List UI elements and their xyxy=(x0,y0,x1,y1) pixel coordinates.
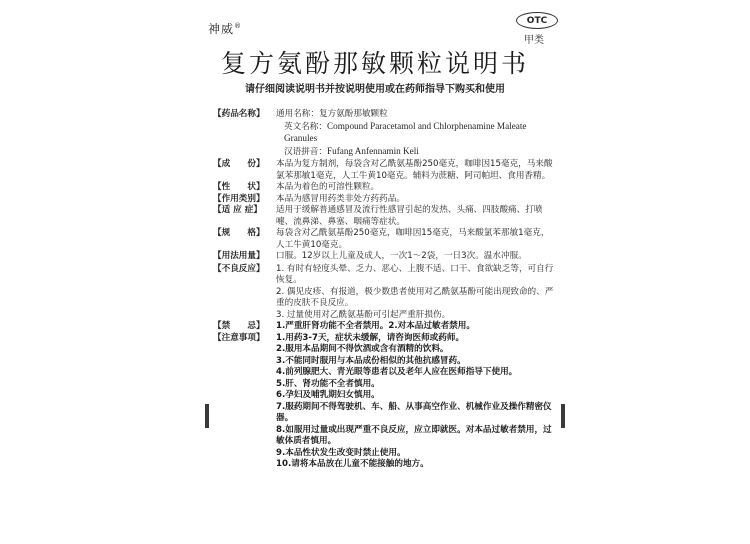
list-item: 9.本品性状发生改变时禁止使用。 xyxy=(276,447,406,458)
registration-mark-right xyxy=(561,404,565,424)
list-item: 6.孕妇及哺乳期妇女慎用。 xyxy=(276,390,380,400)
section-adverse-reactions xyxy=(213,264,558,322)
otc-class-label: 甲类 xyxy=(524,35,544,46)
section-indications xyxy=(213,205,558,228)
section-label: 【用法用量】 xyxy=(213,251,265,261)
english-name: Compound Paracetamol and Chlorphenamine Maleate Granules xyxy=(284,120,527,143)
list-item: 3. 过量使用对乙酰氨基酚可引起严重肝损伤。 xyxy=(276,309,451,320)
section-label: 【注意事项】 xyxy=(213,332,265,343)
section-body xyxy=(276,264,558,322)
section-body xyxy=(276,109,558,158)
section-label: 【规 格】 xyxy=(213,228,265,238)
pinyin-label: 汉语拼音： xyxy=(284,146,327,157)
section-category xyxy=(213,194,558,206)
pinyin-line xyxy=(276,146,558,159)
section-contraindications xyxy=(213,321,558,333)
list-item: 3.不能同时服用与本品成份相似的其他抗感冒药。 xyxy=(276,355,466,366)
section-drug-name xyxy=(213,109,558,158)
section-label: 【不良反应】 xyxy=(213,263,265,274)
registration-mark-left xyxy=(205,404,209,424)
list-item: 10.请将本品放在儿童不能接触的地方。 xyxy=(276,459,429,469)
section-text: 口服。12岁以上儿童及成人，一次1～2袋，一日3次。温水冲服。 xyxy=(276,251,527,261)
list-item: 7.服药期间不得驾驶机、车、船、从事高空作业、机械作业及操作精密仪器。 xyxy=(276,401,552,423)
registered-mark: ® xyxy=(234,22,243,30)
list-item: 2. 偶见皮疹、有报道，极少数患者使用对乙酰氨基酚可能出现致命的、严重的皮肤不良反应。 xyxy=(276,286,554,308)
section-body xyxy=(276,333,558,471)
section-label: 【适 应 症】 xyxy=(213,205,262,215)
section-ingredients xyxy=(213,159,558,182)
brand-logo xyxy=(208,20,242,37)
section-label: 【性 状】 xyxy=(213,182,265,192)
section-text: 本品为复方制剂，每袋含对乙酰氨基酚250毫克，咖啡因15毫克，马来酸氯苯那敏1毫克，人工牛黄10毫克。辅料为蔗糖、阿司帕坦、食用香精。 xyxy=(276,159,553,181)
list-item: 4.前列腺肥大、青光眼等患者以及老年人应在医师指导下使用。 xyxy=(276,367,518,377)
section-text: 1.严重肝肾功能不全者禁用。2.对本品过敏者禁用。 xyxy=(276,321,475,331)
section-label: 【作用类别】 xyxy=(213,193,265,204)
section-text: 适用于缓解普通感冒及流行性感冒引起的发热、头痛、四肢酸痛、打喷嚏、流鼻涕、鼻塞、咽痛等症状。 xyxy=(276,205,543,227)
page-subtitle: 请仔细阅读说明书并按说明使用或在药师指导下购买和使用 xyxy=(245,84,505,95)
english-name-label: 英文名称： xyxy=(284,121,327,132)
section-label: 【药品名称】 xyxy=(213,109,265,119)
section-dosage xyxy=(213,251,558,263)
otc-badge xyxy=(516,12,558,29)
generic-name: 通用名称：复方氨酚那敏颗粒 xyxy=(276,109,388,119)
list-item: 1. 有时有轻度头晕、乏力、恶心、上腹不适、口干、食欲缺乏等，可自行恢复。 xyxy=(276,263,554,285)
section-appearance xyxy=(213,182,558,194)
brand-name: 神威 xyxy=(208,22,235,36)
list-item: 8.如服用过量或出现严重不良反应，应立即就医。对本品过敏者禁用，过敏体质者慎用。 xyxy=(276,424,552,446)
otc-badge-text: OTC xyxy=(526,15,548,26)
section-text: 本品为感冒用药类非处方药药品。 xyxy=(276,193,405,204)
english-name-line xyxy=(276,121,558,146)
page-title: 复方氨酚那敏颗粒说明书 xyxy=(220,49,529,78)
pinyin-name: Fufang Anfennamin Keli xyxy=(326,145,419,156)
section-label: 【禁 忌】 xyxy=(213,321,265,331)
section-label: 【成 份】 xyxy=(213,159,265,169)
leaflet-content xyxy=(213,109,558,471)
section-spec xyxy=(213,228,558,251)
section-text: 本品为着色的可溶性颗粒。 xyxy=(276,182,380,192)
list-item: 2.服用本品期间不得饮酒或含有酒精的饮料。 xyxy=(276,344,449,354)
list-item: 1.用药3-7天，症状未缓解，请咨询医师或药师。 xyxy=(276,332,465,343)
section-text: 每袋含对乙酰氨基酚250毫克，咖啡因15毫克，马来酸氯苯那敏1毫克，人工牛黄10毫克。 xyxy=(276,228,550,250)
section-precautions xyxy=(213,333,558,471)
list-item: 5.肝、肾功能不全者慎用。 xyxy=(276,378,380,389)
